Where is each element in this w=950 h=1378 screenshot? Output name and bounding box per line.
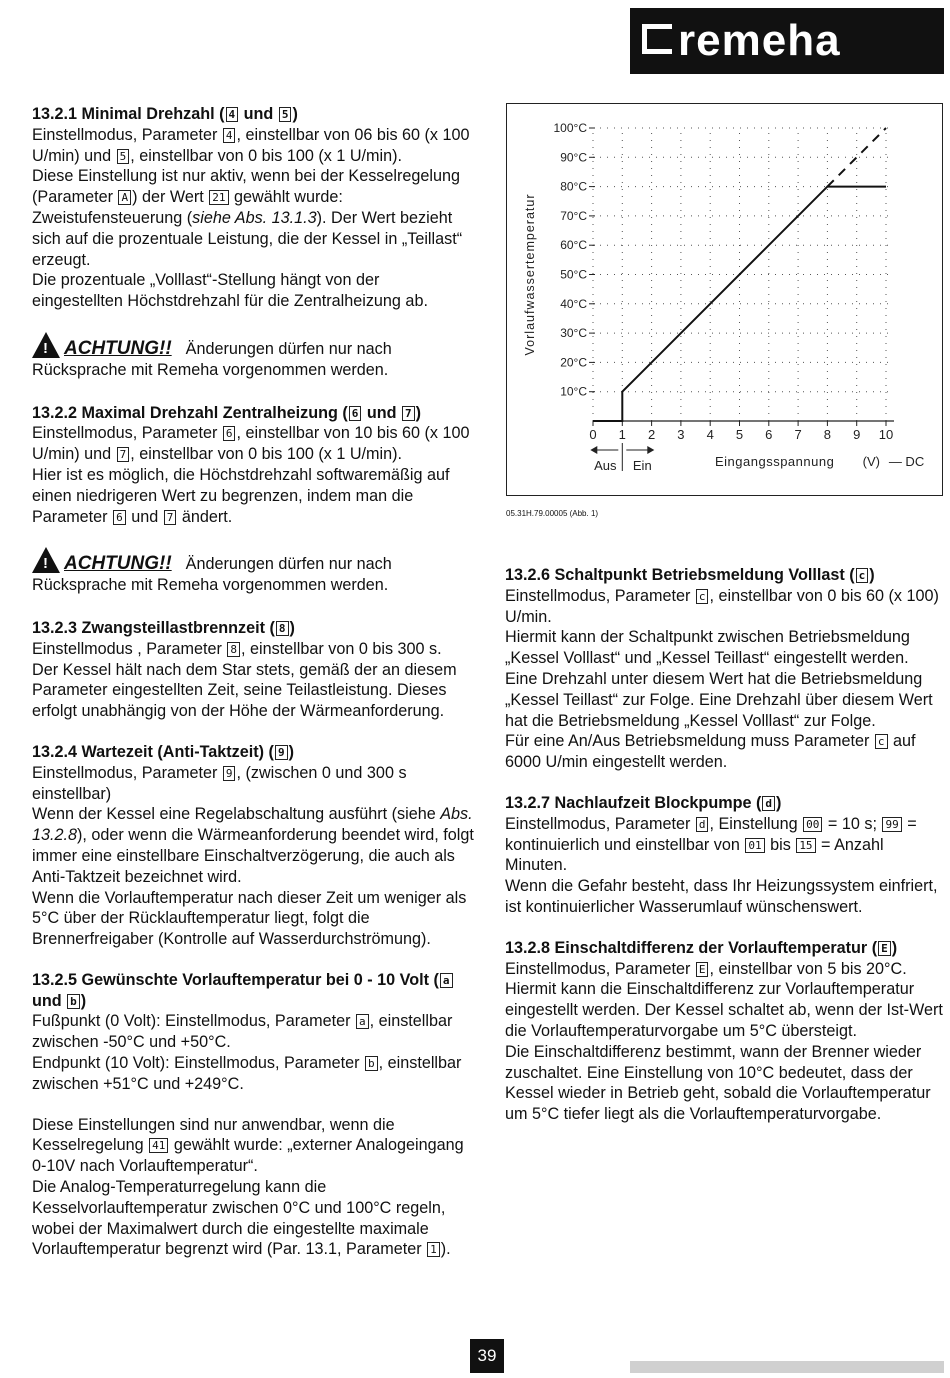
x-tick-label: 0 (589, 427, 597, 442)
temperature-voltage-chart (506, 103, 943, 496)
x-tick-label: 2 (647, 427, 656, 442)
y-tick-label: 20°C (560, 355, 587, 370)
paragraph: Einstellmodus , Parameter 8 , einstellbar von 0 bis 300 s. (32, 639, 442, 658)
param-code: c (856, 568, 869, 583)
param-code: 1 (427, 1242, 440, 1257)
paragraph: Die Analog-Temperaturregelung kann die Kesselvorlauftemperatur zwischen 0°C und 100°C regeln, wobei der Maximalwert durch die eingestellte maximale Vorlauftemperatur begrenzt wird (Par. 13.1, Parameter 1 ). (32, 1178, 451, 1259)
param-code: 6 (349, 406, 362, 421)
section-heading: 13.2.5 Gewünschte Vorlauftemperatur bei 0 - 10 Volt ( a und b ) (32, 970, 474, 1012)
aus-arrow-icon (590, 446, 597, 454)
y-tick-label: 90°C (560, 150, 587, 165)
section-heading: 13.2.8 Einschaltdifferenz der Vorlauftemperatur ( E ) (505, 938, 898, 957)
x-tick-label: 7 (794, 427, 802, 442)
section-heading: 13.2.7 Nachlaufzeit Blockpumpe ( d ) (505, 793, 782, 812)
param-code: 00 (803, 817, 822, 832)
param-code: 7 (402, 406, 415, 421)
param-code: a (440, 973, 453, 988)
paragraph: Einstellmodus, Parameter 4 , einstellbar von 06 bis 60 (x 100 U/min) und 5 , einstellbar von 0 bis 100 (x 1 U/min). (32, 125, 470, 165)
x-tick-label: 1 (618, 427, 626, 442)
param-code: 6 (223, 426, 236, 441)
param-code: c (696, 589, 709, 604)
section-heading: 13.2.2 Maximal Drehzahl Zentralheizung ( 6 und 7 ) (32, 403, 422, 422)
section-heading: 13.2.1 Minimal Drehzahl ( 4 und 5 ) (32, 105, 298, 123)
x-tick-label: 3 (677, 427, 685, 442)
param-code: 15 (796, 838, 815, 853)
section-heading: 13.2.6 Schaltpunkt Betriebsmeldung Volllast ( c ) (505, 566, 875, 584)
series-dashed-line (827, 128, 886, 187)
x-axis-suffix: — DC (888, 454, 925, 469)
warning-box (32, 332, 474, 381)
x-tick-label: 8 (823, 427, 832, 442)
param-code: 8 (276, 621, 289, 636)
warning-icon (32, 547, 60, 573)
figure-caption: 05.31H.79.00005 (Abb. 1) (506, 509, 599, 518)
paragraph: Die prozentuale „Volllast“-Stellung hängt von der eingestellten Höchstdrehzahl für die Zentralheizung ab. (32, 271, 428, 311)
x-tick-label: 10 (878, 427, 894, 442)
footer-bar (630, 1361, 944, 1373)
paragraph: Einstellmodus, Parameter 6 , einstellbar von 10 bis 60 (x 100 U/min) und 7 , einstellbar von 0 bis 100 (x 1 U/min). (32, 424, 470, 464)
off-label: Aus (594, 458, 617, 473)
on-label: Ein (632, 458, 652, 473)
param-code: b (365, 1056, 378, 1071)
logo-mark-icon (642, 24, 672, 54)
paragraph: Hiermit kann der Schaltpunkt zwischen Betriebsmeldung „Kessel Volllast“ und „Kessel Teillast“ eingestellt werden. Eine Drehzahl unter diesem Wert hat die Betriebsmeldung „Kessel Teillast“ zur Folge. Eine Drehzahl über diesem Wert hat die Betriebsmeldung „Kessel Volllast“ zur Folge. (505, 628, 933, 730)
x-axis-label: Eingangsspannung (714, 454, 835, 469)
param-code: a (356, 1014, 369, 1029)
y-tick-label: 70°C (560, 208, 587, 223)
y-tick-label: 40°C (560, 296, 587, 311)
x-tick-label: 9 (853, 427, 861, 442)
warning-text: Änderungen dürfen nur nach Rücksprache mit Remeha vorgenommen werden. (32, 555, 392, 595)
warning-box (32, 547, 474, 596)
paragraph: Hier ist es möglich, die Höchstdrehzahl softwaremäßig auf einen niedrigeren Wert zu begrenzen, indem man die Parameter 6 und 7 ändert. (32, 465, 450, 526)
section-13-2-1 (32, 104, 474, 312)
x-tick-label: 5 (735, 427, 744, 442)
param-code: 41 (149, 1138, 168, 1153)
section-13-2-6 (505, 565, 945, 773)
param-code: 5 (117, 149, 130, 164)
paragraph: Wenn der Kessel eine Regelabschaltung ausführt (siehe Abs. 13.2.8), oder wenn die Wärmeanforderung beendet wird, folgt immer eine einstellbare Einschaltverzögerung, die auch als Anti-Taktzeit bezeichnet wird. (32, 805, 474, 886)
chart-svg (507, 104, 941, 494)
param-code: 9 (275, 745, 288, 760)
paragraph: Einstellmodus, Parameter d , Einstellung 00 = 10 s; 99 = kontinuierlich und einstellbar von 01 bis 15 = Anzahl Minuten. (505, 814, 917, 875)
param-code: 21 (209, 190, 228, 205)
paragraph: Fußpunkt (0 Volt): Einstellmodus, Parameter a , einstellbar zwischen -50°C und +50°C. (32, 1012, 453, 1052)
param-code: d (762, 796, 775, 811)
param-code: 01 (745, 838, 764, 853)
left-column (32, 104, 474, 1280)
param-code: 7 (164, 510, 177, 525)
paragraph: Wenn die Vorlauftemperatur nach dieser Zeit um weniger als 5°C über der Rücklauftemperatur liegt, folgt die Brennerfreigaber (Kontrolle auf Wasserdurchströmung). (32, 888, 467, 949)
warning-text: Änderungen dürfen nur nach Rücksprache mit Remeha vorgenommen werden. (32, 339, 392, 379)
paragraph: Einstellmodus, Parameter 9 , (zwischen 0 und 300 s einstellbar) (32, 763, 407, 803)
param-code: 6 (113, 510, 126, 525)
paragraph: Einstellmodus, Parameter E , einstellbar von 5 bis 20°C. (505, 959, 907, 978)
remeha-logo (630, 8, 944, 74)
warning-word: ACHTUNG!! (64, 337, 172, 359)
y-tick-label: 60°C (560, 238, 587, 253)
right-column (505, 565, 945, 1145)
param-code: A (118, 190, 131, 205)
param-code: E (696, 962, 709, 977)
ein-arrow-icon (647, 446, 654, 454)
param-code: 4 (226, 107, 239, 122)
paragraph: Einstellmodus, Parameter c , einstellbar von 0 bis 60 (x 100) U/min. (505, 586, 939, 626)
param-code: b (67, 994, 80, 1009)
warning-word: ACHTUNG!! (64, 553, 172, 575)
y-axis-label: Vorlaufwassertemperatur (523, 193, 537, 356)
paragraph: Wenn die Gefahr besteht, dass Ihr Heizungssystem einfriert, ist kontinuierlicher Wasserumlauf wünschenswert. (505, 877, 938, 916)
y-tick-label: 10°C (560, 384, 587, 399)
section-13-2-7 (505, 793, 945, 918)
paragraph: Die Einschaltdifferenz bestimmt, wann der Brenner wieder zuschaltet. Eine Einstellung von 10°C bedeutet, dass der Kessel wieder in Betrieb geht, sobald die Vorlauftemperatur um 5°C tiefer liegt als die Vorlauftemperaturvorgabe. (505, 1042, 931, 1124)
section-heading: 13.2.3 Zwangsteillastbrennzeit ( 8 ) (32, 618, 295, 637)
param-code: 5 (279, 107, 292, 122)
param-code: 8 (227, 642, 240, 657)
x-tick-label: 6 (765, 427, 773, 442)
brand-name: remeha (678, 16, 841, 65)
y-tick-label: 100°C (553, 121, 587, 135)
param-code: c (875, 734, 888, 749)
page-number: 39 (470, 1339, 504, 1373)
section-13-2-5 (32, 970, 474, 1260)
paragraph: Diese Einstellung ist nur aktiv, wenn bei der Kesselregelung (Parameter A ) der Wert 21 gewählt wurde: Zweistufensteuerung (siehe Abs. 13.1.3). Der Wert bezieht sich auf die prozentuale Leistung, die der Kessel in „Teillast“ erzeugt. (32, 167, 463, 269)
warning-icon (32, 332, 60, 358)
section-13-2-2 (32, 403, 474, 528)
paragraph: Hiermit kann die Einschaltdifferenz zur Vorlauftemperatur eingestellt werden. Der Kessel schaltet ab, wenn der Ist-Wert die Vorlauftemperaturvorgabe um 5°C übersteigt. (505, 980, 943, 1040)
param-code: 99 (882, 817, 901, 832)
paragraph: Diese Einstellungen sind nur anwendbar, wenn die Kesselregelung 41 gewählt wurde: „externer Analogeingang 0-10V nach Vorlauftemperatur“. (32, 1115, 464, 1176)
y-tick-label: 50°C (560, 267, 587, 282)
param-code: 9 (223, 766, 236, 781)
paragraph: Für eine An/Aus Betriebsmeldung muss Parameter c auf 6000 U/min eingestellt werden. (505, 732, 916, 772)
paragraph: Endpunkt (10 Volt): Einstellmodus, Parameter b , einstellbar zwischen +51°C und +249°C. (32, 1054, 462, 1093)
param-code: d (696, 817, 709, 832)
x-tick-label: 4 (706, 427, 714, 442)
paragraph: Der Kessel hält nach dem Star stets, gemäß der an diesem Parameter eingestellten Zeit, seine Teilastleistung. Dieses erfolgt unabhängig von der Höhe der Wärmeanforderung. (32, 660, 457, 721)
section-heading: 13.2.4 Wartezeit (Anti-Taktzeit) ( 9 ) (32, 742, 294, 761)
param-code: E (878, 941, 891, 956)
param-code: 4 (223, 128, 236, 143)
y-tick-label: 80°C (560, 179, 587, 194)
x-axis-unit: (V) (862, 454, 881, 469)
section-13-2-4 (32, 742, 474, 950)
section-13-2-8 (505, 938, 945, 1125)
param-code: 7 (117, 447, 130, 462)
section-13-2-3 (32, 618, 474, 722)
y-tick-label: 30°C (560, 326, 587, 341)
